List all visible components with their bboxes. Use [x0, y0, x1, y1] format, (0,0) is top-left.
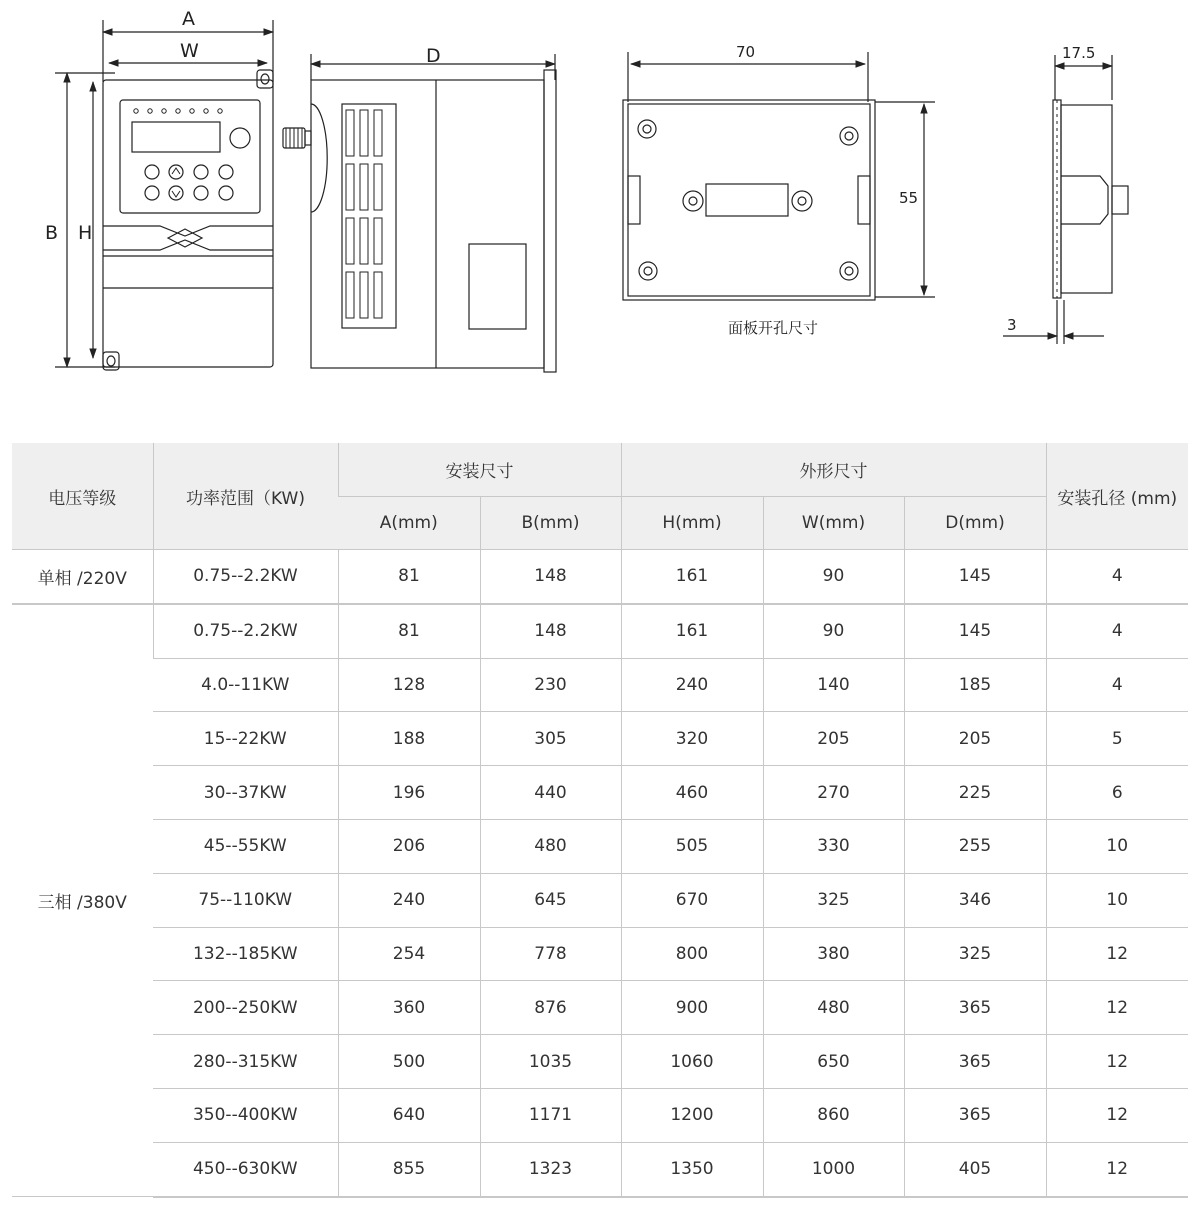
- dim-label-h: H: [78, 222, 93, 244]
- voltage-cell: 三相 /380V: [12, 604, 153, 1197]
- dim-label-d: D: [426, 45, 441, 67]
- power-cell: 45--55KW: [153, 819, 338, 873]
- w-cell: 325: [763, 873, 904, 927]
- hole-cell: 10: [1046, 819, 1188, 873]
- panel-thickness-label: 3: [1007, 316, 1017, 334]
- table-row: [12, 550, 1188, 604]
- d-cell: 325: [904, 927, 1046, 981]
- header-outer-size: 外形尺寸: [621, 443, 1046, 497]
- w-cell: 270: [763, 766, 904, 820]
- table-row: [12, 981, 1188, 1035]
- h-cell: 1350: [621, 1142, 763, 1196]
- cutout-height-label: 55: [899, 189, 919, 207]
- table-row: [12, 658, 1188, 712]
- power-cell: 0.75--2.2KW: [153, 604, 338, 658]
- table-row: [12, 873, 1188, 927]
- w-cell: 650: [763, 1035, 904, 1089]
- d-cell: 255: [904, 819, 1046, 873]
- d-cell: 365: [904, 1088, 1046, 1142]
- h-cell: 240: [621, 658, 763, 712]
- power-cell: 200--250KW: [153, 981, 338, 1035]
- power-cell: 75--110KW: [153, 873, 338, 927]
- header-a: A(mm): [338, 497, 480, 550]
- table-row: [12, 819, 1188, 873]
- header-voltage: 电压等级: [12, 443, 153, 550]
- w-cell: 480: [763, 981, 904, 1035]
- hole-cell: 4: [1046, 658, 1188, 712]
- power-cell: 30--37KW: [153, 766, 338, 820]
- a-cell: 188: [338, 712, 480, 766]
- b-cell: 148: [480, 550, 621, 604]
- power-cell: 132--185KW: [153, 927, 338, 981]
- b-cell: 1323: [480, 1142, 621, 1196]
- side-view-drawing: [283, 54, 556, 372]
- b-cell: 480: [480, 819, 621, 873]
- table-row: [12, 927, 1188, 981]
- h-cell: 900: [621, 981, 763, 1035]
- table-row: [12, 604, 1188, 658]
- table-row: [12, 766, 1188, 820]
- d-cell: 346: [904, 873, 1046, 927]
- w-cell: 380: [763, 927, 904, 981]
- h-cell: 670: [621, 873, 763, 927]
- voltage-cell: 单相 /220V: [12, 550, 153, 604]
- panel-cutout-drawing: [623, 52, 935, 300]
- a-cell: 128: [338, 658, 480, 712]
- a-cell: 500: [338, 1035, 480, 1089]
- b-cell: 876: [480, 981, 621, 1035]
- h-cell: 505: [621, 819, 763, 873]
- dim-label-b: B: [45, 222, 59, 244]
- d-cell: 205: [904, 712, 1046, 766]
- table-row: [12, 1142, 1188, 1196]
- header-h: H(mm): [621, 497, 763, 550]
- b-cell: 778: [480, 927, 621, 981]
- header-hole: 安装孔径 (mm): [1046, 443, 1188, 550]
- h-cell: 161: [621, 550, 763, 604]
- header-d: D(mm): [904, 497, 1046, 550]
- header-b: B(mm): [480, 497, 621, 550]
- table-body: [12, 550, 1188, 1197]
- table-row: [12, 712, 1188, 766]
- panel-side-drawing: [1003, 55, 1128, 344]
- d-cell: 365: [904, 1035, 1046, 1089]
- dimension-drawings: [0, 0, 1200, 400]
- b-cell: 1171: [480, 1088, 621, 1142]
- a-cell: 855: [338, 1142, 480, 1196]
- dim-label-a: A: [182, 8, 195, 30]
- a-cell: 81: [338, 550, 480, 604]
- power-cell: 0.75--2.2KW: [153, 550, 338, 604]
- dimension-spec-table: [12, 443, 1188, 1198]
- b-cell: 230: [480, 658, 621, 712]
- w-cell: 860: [763, 1088, 904, 1142]
- h-cell: 1060: [621, 1035, 763, 1089]
- header-power: 功率范围（KW): [153, 443, 338, 550]
- w-cell: 140: [763, 658, 904, 712]
- d-cell: 145: [904, 604, 1046, 658]
- panel-depth-label: 17.5: [1062, 44, 1096, 62]
- w-cell: 90: [763, 604, 904, 658]
- front-view-drawing: [55, 20, 273, 370]
- table-header: [12, 443, 1188, 550]
- power-cell: 450--630KW: [153, 1142, 338, 1196]
- hole-cell: 5: [1046, 712, 1188, 766]
- power-cell: 4.0--11KW: [153, 658, 338, 712]
- a-cell: 196: [338, 766, 480, 820]
- w-cell: 1000: [763, 1142, 904, 1196]
- w-cell: 90: [763, 550, 904, 604]
- table-row: [12, 1035, 1188, 1089]
- hole-cell: 12: [1046, 1035, 1188, 1089]
- hole-cell: 12: [1046, 1088, 1188, 1142]
- power-cell: 350--400KW: [153, 1088, 338, 1142]
- hole-cell: 10: [1046, 873, 1188, 927]
- d-cell: 405: [904, 1142, 1046, 1196]
- w-cell: 330: [763, 819, 904, 873]
- h-cell: 460: [621, 766, 763, 820]
- hole-cell: 12: [1046, 1142, 1188, 1196]
- b-cell: 305: [480, 712, 621, 766]
- hole-cell: 12: [1046, 927, 1188, 981]
- a-cell: 240: [338, 873, 480, 927]
- hole-cell: 4: [1046, 550, 1188, 604]
- d-cell: 365: [904, 981, 1046, 1035]
- cutout-caption: 面板开孔尺寸: [728, 319, 819, 337]
- b-cell: 148: [480, 604, 621, 658]
- header-w: W(mm): [763, 497, 904, 550]
- power-cell: 280--315KW: [153, 1035, 338, 1089]
- hole-cell: 12: [1046, 981, 1188, 1035]
- a-cell: 640: [338, 1088, 480, 1142]
- d-cell: 225: [904, 766, 1046, 820]
- b-cell: 440: [480, 766, 621, 820]
- hole-cell: 6: [1046, 766, 1188, 820]
- b-cell: 645: [480, 873, 621, 927]
- h-cell: 320: [621, 712, 763, 766]
- h-cell: 161: [621, 604, 763, 658]
- table-row: [12, 1088, 1188, 1142]
- a-cell: 81: [338, 604, 480, 658]
- h-cell: 800: [621, 927, 763, 981]
- b-cell: 1035: [480, 1035, 621, 1089]
- a-cell: 254: [338, 927, 480, 981]
- a-cell: 206: [338, 819, 480, 873]
- hole-cell: 4: [1046, 604, 1188, 658]
- h-cell: 1200: [621, 1088, 763, 1142]
- cutout-width-label: 70: [736, 43, 756, 61]
- a-cell: 360: [338, 981, 480, 1035]
- d-cell: 185: [904, 658, 1046, 712]
- header-install-size: 安装尺寸: [338, 443, 621, 497]
- d-cell: 145: [904, 550, 1046, 604]
- power-cell: 15--22KW: [153, 712, 338, 766]
- w-cell: 205: [763, 712, 904, 766]
- dim-label-w: W: [180, 40, 199, 62]
